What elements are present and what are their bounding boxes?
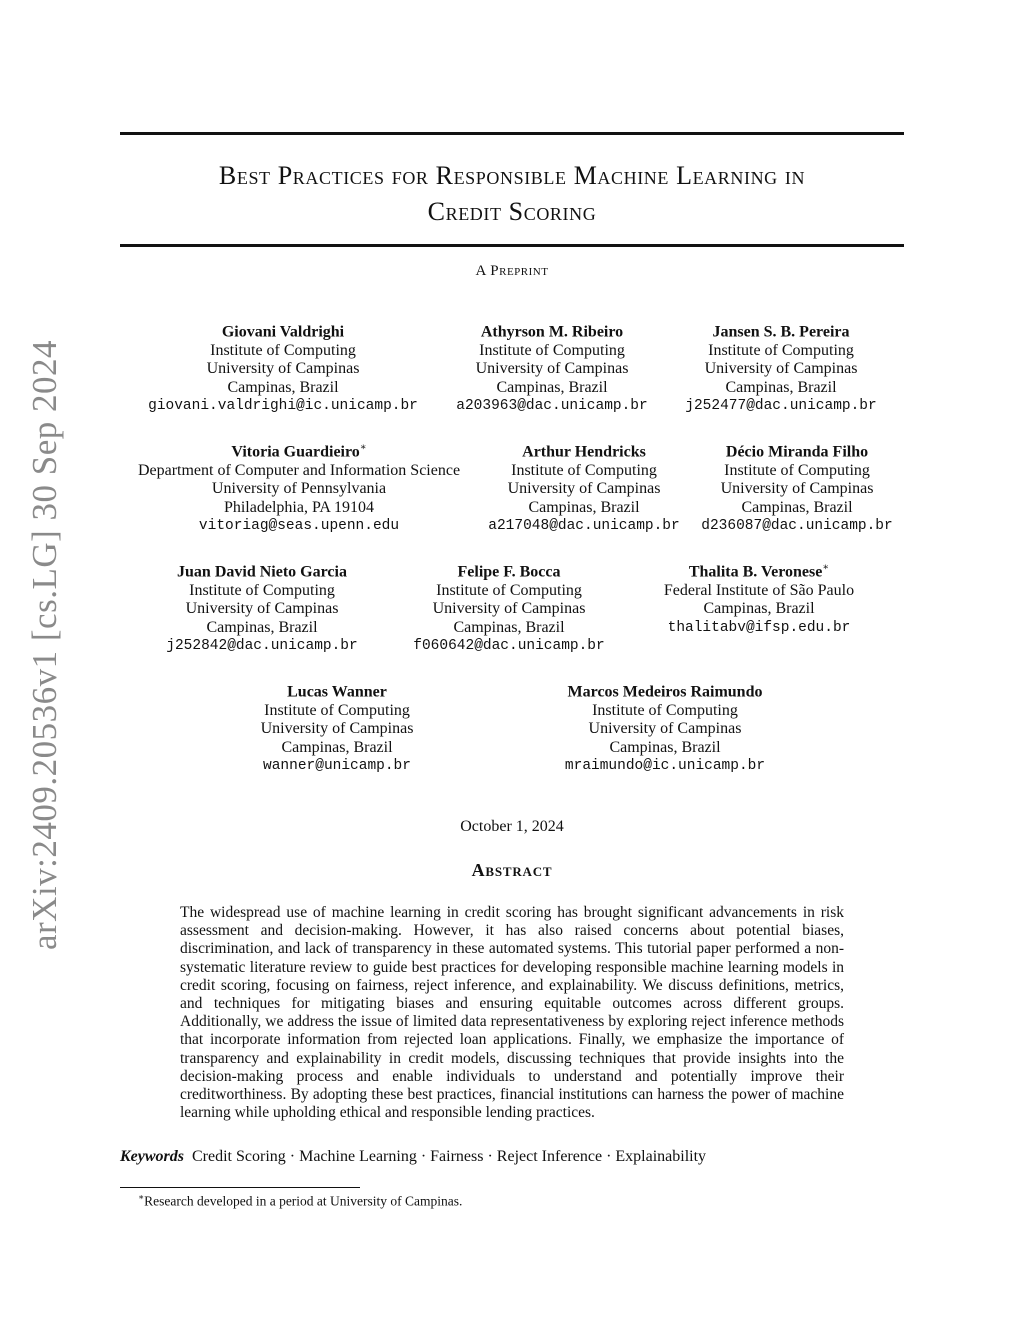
- author-block: [565, 679, 765, 776]
- author-block: [148, 319, 418, 416]
- author-name: Vitoria Guardieiro∗: [231, 442, 367, 461]
- author-block: [685, 319, 876, 416]
- author-affiliation: University of Campinas: [720, 480, 874, 498]
- author-affiliation: Institute of Computing: [264, 701, 410, 719]
- author-email[interactable]: vitoriag@seas.upenn.edu: [198, 518, 400, 535]
- title-bottom-rule: [120, 244, 904, 247]
- footnote-rule: [120, 1187, 360, 1188]
- author-affiliation: University of Campinas: [185, 600, 339, 618]
- title-top-rule: [120, 132, 904, 135]
- author-affiliation: Federal Institute of São Paulo: [663, 581, 855, 599]
- author-affiliation: Campinas, Brazil: [741, 498, 853, 516]
- author-affiliation: University of Campinas: [588, 720, 742, 738]
- author-name: Athyrson M. Ribeiro: [480, 323, 624, 341]
- author-email[interactable]: giovani.valdrighi@ic.unicamp.br: [148, 398, 418, 415]
- author-email[interactable]: a203963@dac.unicamp.br: [456, 398, 648, 415]
- author-affiliation: University of Campinas: [704, 360, 858, 378]
- publication-date: October 1, 2024: [460, 818, 564, 835]
- author-affiliation: Campinas, Brazil: [496, 378, 608, 396]
- author-block: [413, 559, 604, 656]
- keywords-label: Keywords: [120, 1148, 184, 1165]
- author-email[interactable]: a217048@dac.unicamp.br: [488, 518, 680, 535]
- author-affiliation: Institute of Computing: [511, 461, 657, 479]
- title-line-2: Credit Scoring: [427, 197, 597, 226]
- author-affiliation: Institute of Computing: [210, 341, 356, 359]
- author-affiliation: Campinas, Brazil: [528, 498, 640, 516]
- author-name: Marcos Medeiros Raimundo: [567, 683, 763, 701]
- author-block: [138, 439, 460, 536]
- preprint-label: A Preprint: [475, 263, 549, 279]
- abstract-text: The widespread use of machine learning in credit scoring has brought significant advancements in risk assessment and decision-making. However, it has also raised concerns about potential biases, discrimination, and lack of transparency in these automated systems. This tutorial paper performed a non-systematic literature review to guide best practices for developing responsible machine learning models in credit scoring, focusing on fairness, reject inference, and explainability. We discuss definitions, metrics, and techniques for mitigating biases and ensuring equitable outcomes across different groups. Additionally, we address the issue of limited data representativeness by exploring reject inference methods that incorporate information from rejected loan applications. Finally, we emphasize the importance of transparency and explainability in credit models, discussing techniques that provide insights into the decision-making process and enable individuals to understand and potentially improve their creditworthiness. By adopting these best practices, financial institutions can harness the power of machine learning while upholding ethical and responsible lending practices.: [180, 904, 844, 1122]
- author-name: Thalita B. Veronese∗: [688, 562, 830, 581]
- author-name: Décio Miranda Filho: [725, 443, 869, 461]
- author-name: Juan David Nieto Garcia: [177, 563, 347, 581]
- author-affiliation: Department of Computer and Information Science: [137, 461, 461, 479]
- title-line-1: Best Practices for Responsible Machine Learning in: [218, 161, 806, 190]
- author-affiliation: Institute of Computing: [189, 581, 335, 599]
- author-affiliation: Campinas, Brazil: [206, 618, 318, 636]
- keywords-line: [120, 1148, 706, 1166]
- author-email[interactable]: j252477@dac.unicamp.br: [685, 398, 877, 415]
- author-block: [456, 319, 647, 416]
- author-email[interactable]: thalitabv@ifsp.edu.br: [667, 619, 851, 636]
- author-email[interactable]: j252842@dac.unicamp.br: [166, 638, 358, 655]
- author-name: Lucas Wanner: [287, 683, 387, 701]
- author-affiliation: Institute of Computing: [436, 581, 582, 599]
- author-affiliation: University of Campinas: [432, 600, 586, 618]
- paper-title: [120, 158, 904, 230]
- author-affiliation: Campinas, Brazil: [703, 600, 815, 618]
- author-affiliation: Institute of Computing: [592, 701, 738, 719]
- keywords-list: Credit Scoring · Machine Learning · Fairness · Reject Inference · Explainability: [192, 1148, 707, 1165]
- author-block: [261, 679, 414, 776]
- abstract-heading: Abstract: [471, 860, 553, 880]
- author-affiliation: Campinas, Brazil: [609, 738, 721, 756]
- author-affiliation: Institute of Computing: [724, 461, 870, 479]
- author-block: [664, 559, 854, 637]
- author-affiliation: Philadelphia, PA 19104: [223, 498, 375, 516]
- author-affiliation: University of Campinas: [507, 480, 661, 498]
- footnote-text: Research developed in a period at University of Campinas.: [144, 1193, 463, 1209]
- author-affiliation: Institute of Computing: [708, 341, 854, 359]
- author-name: Jansen S. B. Pereira: [712, 323, 850, 341]
- author-email[interactable]: f060642@dac.unicamp.br: [413, 638, 605, 655]
- author-name: Arthur Hendricks: [522, 443, 646, 461]
- author-affiliation: Campinas, Brazil: [281, 738, 393, 756]
- author-name: Felipe F. Bocca: [457, 563, 561, 581]
- author-affiliation: University of Campinas: [206, 360, 360, 378]
- author-affiliation: Campinas, Brazil: [453, 618, 565, 636]
- author-affiliation: University of Campinas: [475, 360, 629, 378]
- author-affiliation: University of Campinas: [260, 720, 414, 738]
- author-block: [166, 559, 357, 656]
- author-email[interactable]: wanner@unicamp.br: [263, 758, 411, 775]
- footnote-mark: ∗: [138, 1192, 145, 1202]
- author-name: Giovani Valdrighi: [221, 323, 345, 341]
- arxiv-side-identifier: arXiv:2409.20536v1 [cs.LG] 30 Sep 2024: [25, 339, 64, 951]
- footnote: [138, 1192, 462, 1210]
- author-affiliation: Campinas, Brazil: [725, 378, 837, 396]
- author-affiliation: Campinas, Brazil: [227, 378, 339, 396]
- author-affiliation: Institute of Computing: [479, 341, 625, 359]
- author-affiliation: University of Pennsylvania: [211, 480, 387, 498]
- author-block: [488, 439, 679, 536]
- author-block: [701, 439, 892, 536]
- author-email[interactable]: d236087@dac.unicamp.br: [701, 518, 893, 535]
- author-email[interactable]: mraimundo@ic.unicamp.br: [564, 758, 766, 775]
